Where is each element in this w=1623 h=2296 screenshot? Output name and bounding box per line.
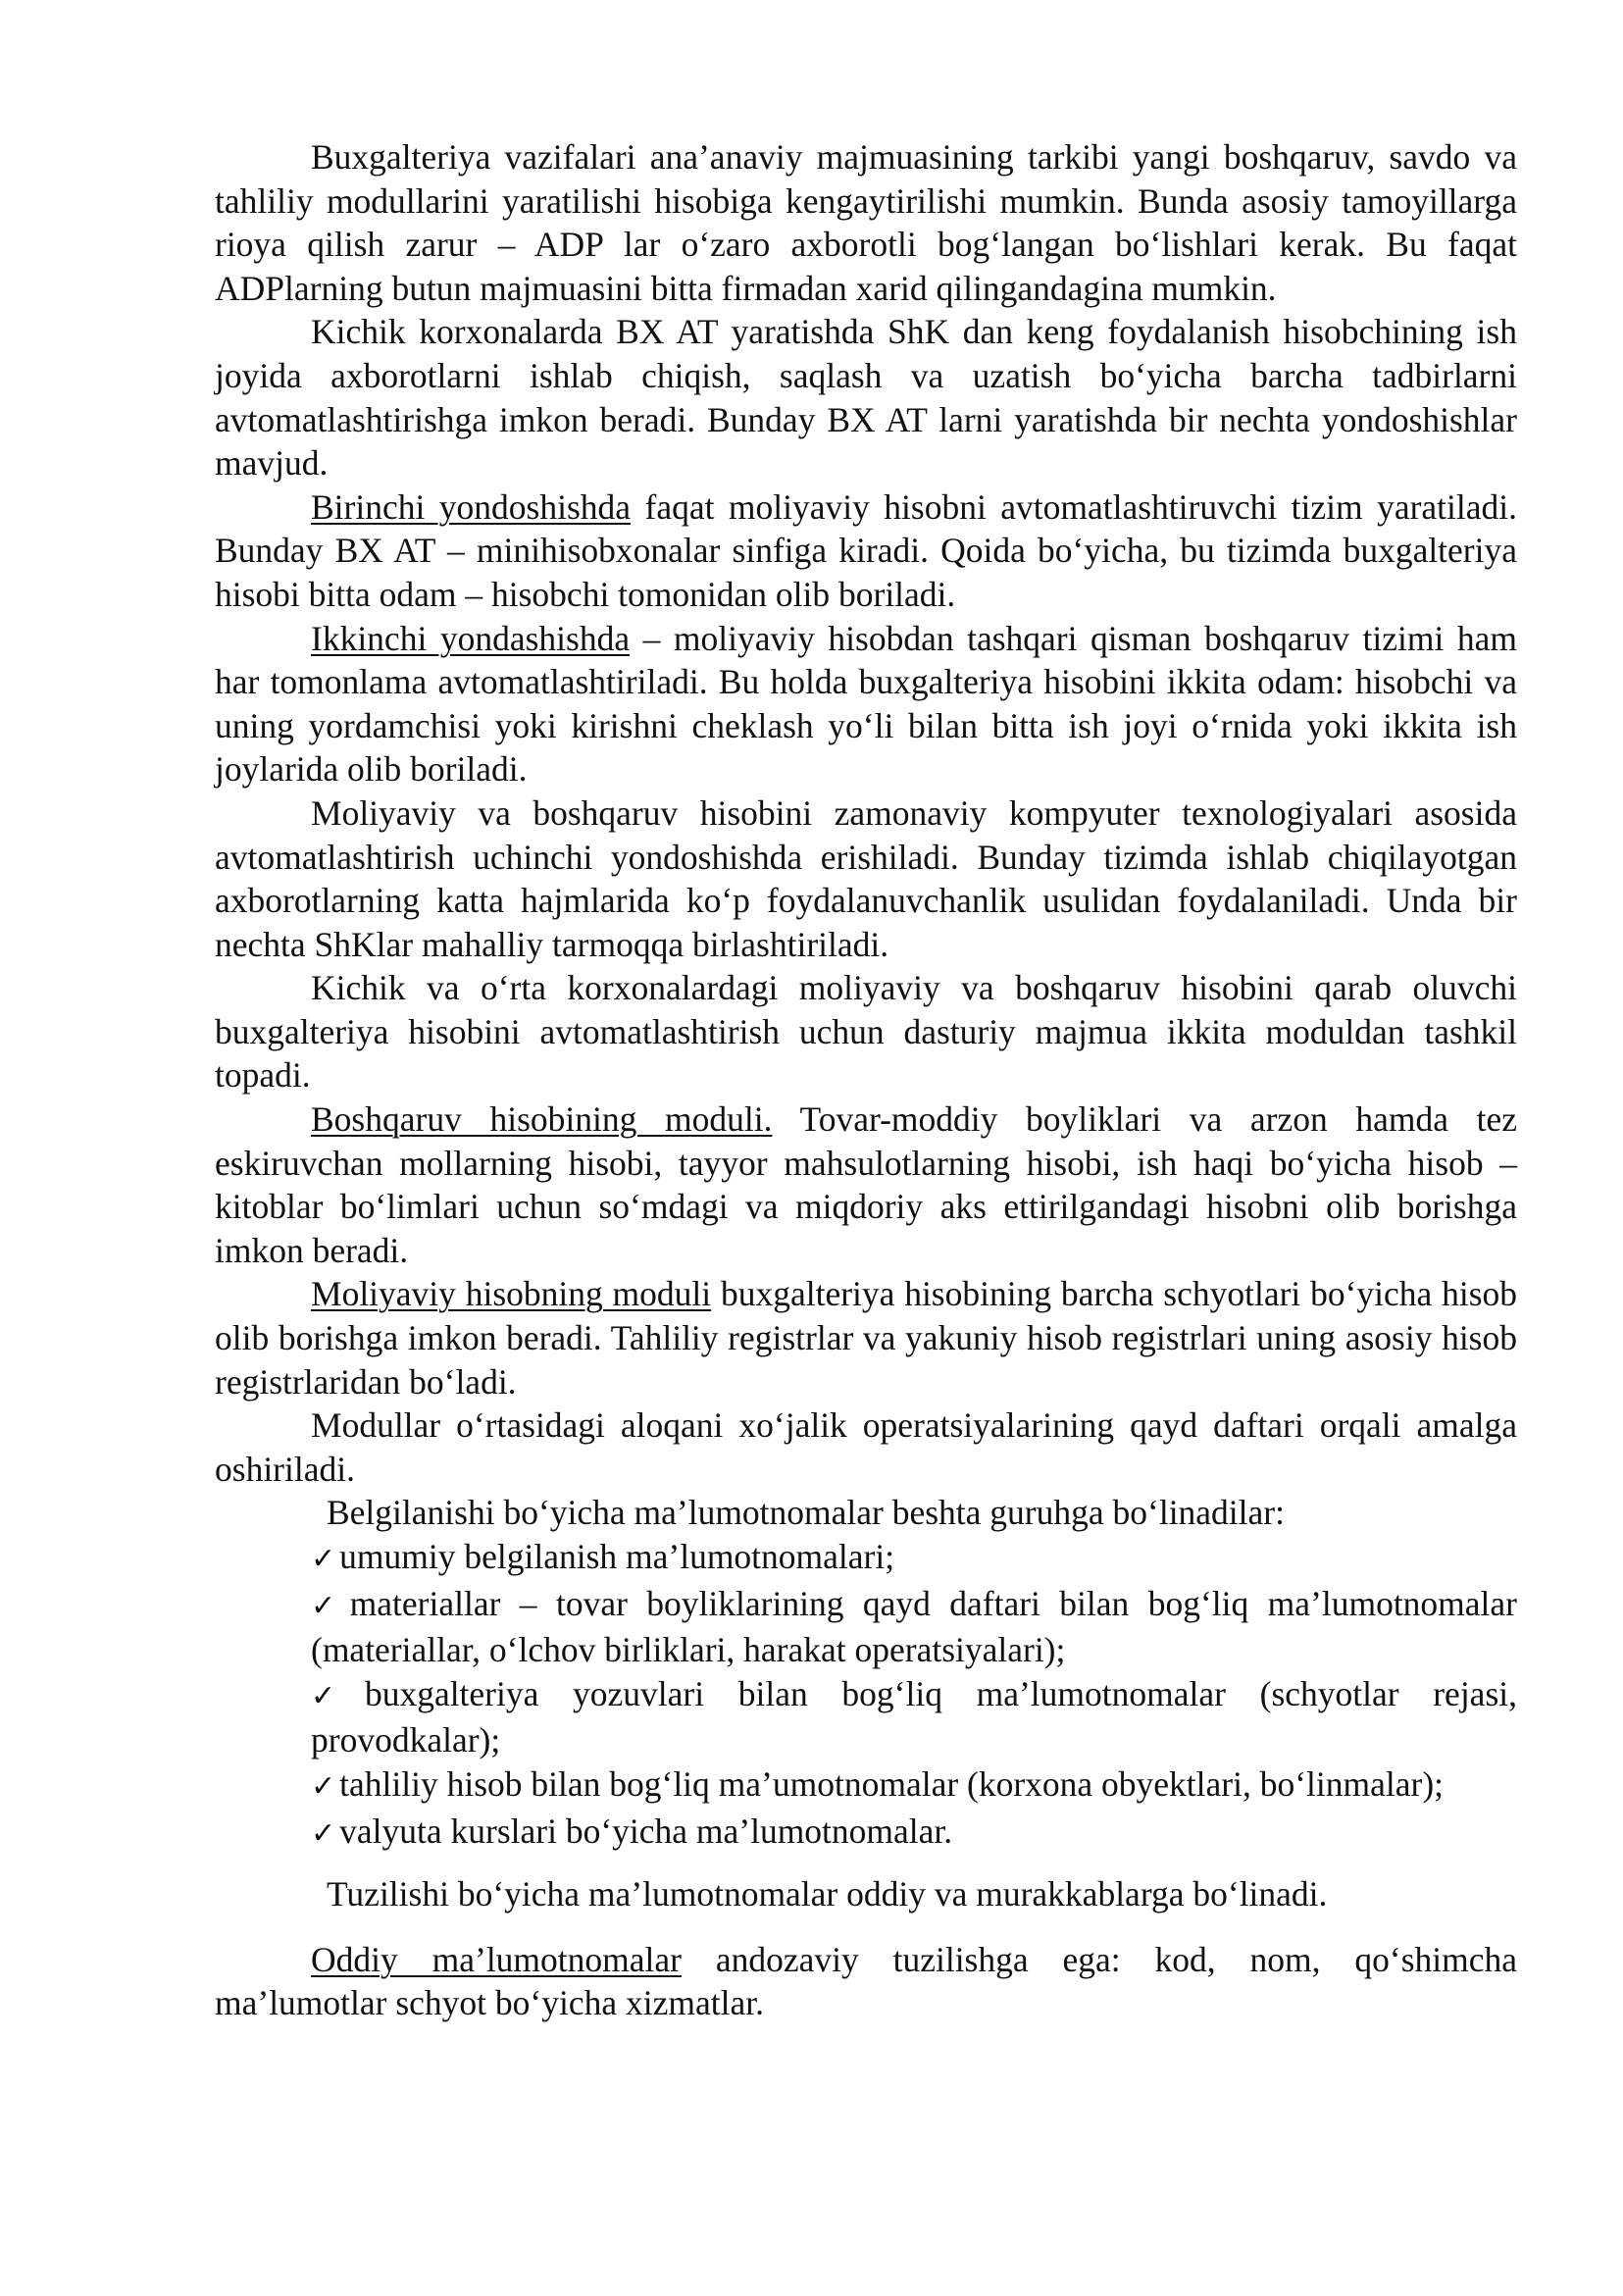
paragraph-6 xyxy=(215,966,1517,1097)
list-item-text: umumiy belgilanish ma’lumotnomalari; xyxy=(339,1537,895,1576)
paragraph-7-text: Tovar-moddiy boyliklari va arzon hamda tez eskiruvchan mollarning hisobi, tayyor mahsulotlarning hisobi, ish haqi bo‘yicha hisob –kitoblar bo‘limlari uchun so‘mdagi va miqdoriy aks ettirilgandagi hisobni olib borishga imkon beradi. xyxy=(215,1099,1517,1270)
list-item-text: tahliliy hisob bilan bog‘liq ma’umotnomalar (korxona obyektlari, bo‘linmalar); xyxy=(339,1763,1445,1804)
paragraph-3-text: faqat moliyaviy hisobni avtomatlashtiruvchi tizim yaratiladi. Bunday BX AT – minihisobxonalar sinfiga kiradi. Qoida bo‘yicha, bu tizimda buxgalteriya hisobi bitta odam – hisobchi tomonidan olib boriladi. xyxy=(215,486,1517,614)
paragraph-2-text: Kichik korxonalarda BX AT yaratishda ShK dan keng foydalanish hisobchining ish joyida axborotlarni ishlab chiqish, saqlash va uzatish bo‘yicha barcha tadbirlarni avtomatlashtirishga imkon beradi. Bunday BX AT larni yaratishda bir nechta yondoshishlar mavjud. xyxy=(215,312,1517,484)
list-item-text: valyuta kurslari bo‘yicha ma’lumotnomalar. xyxy=(339,1811,953,1851)
paragraph-4 xyxy=(215,617,1517,791)
final-paragraph xyxy=(215,1938,1517,2025)
final-paragraph-underlined: Oddiy ma’lumotnomalar xyxy=(311,1939,682,1979)
list-item xyxy=(311,1535,1517,1582)
paragraph-7-underlined: Boshqaruv hisobining moduli. xyxy=(311,1099,773,1140)
paragraph-9 xyxy=(215,1403,1517,1491)
checklist xyxy=(215,1535,1517,1856)
check-icon: ✓ xyxy=(311,1588,346,1623)
check-icon: ✓ xyxy=(311,1815,336,1851)
paragraph-5-text: Moliyaviy va boshqaruv hisobini zamonaviy kompyuter texnologiyalari asosida avtomatlashtirish uchinchi yondoshishda erishiladi. Bunday tizimda ishlab chiqilayotgan axborotlarning katta hajmlarida ko‘p foydalanuvchanlik usulidan foydalaniladi. Unda bir nechta ShKlar mahalliy tarmoqqa birlashtiriladi. xyxy=(215,792,1517,964)
paragraph-6-text: Kichik va o‘rta korxonalardagi moliyaviy va boshqaruv hisobini qarab oluvchi buxgalteriya hisobini avtomatlashtirish uchun dasturiy majmua ikkita moduldan tashkil topadi. xyxy=(215,968,1517,1096)
paragraph-8-underlined: Moliyaviy hisobning moduli xyxy=(311,1274,712,1314)
paragraph-7 xyxy=(215,1097,1517,1272)
check-icon: ✓ xyxy=(311,1542,336,1576)
document-page xyxy=(215,135,1517,2025)
paragraph-8 xyxy=(215,1272,1517,1403)
list-intro: Belgilanishi bo‘yicha ma’lumotnomalar beshta guruhga bo‘linadilar: xyxy=(327,1493,1285,1533)
paragraph-9-text: Modullar o‘rtasidagi aloqani xo‘jalik operatsiyalarining qayd daftari orqali amalga oshiriladi. xyxy=(215,1405,1517,1489)
list-item xyxy=(311,1762,1517,1810)
check-icon: ✓ xyxy=(311,1768,336,1804)
list-item xyxy=(311,1582,1517,1672)
paragraph-8-text: buxgalteriya hisobining barcha schyotlari bo‘yicha hisob olib borishga imkon beradi. Tahliliy registrlar va yakuniy hisob registrlari uning asosiy hisob registrlaridan bo‘ladi. xyxy=(215,1274,1518,1402)
list-item xyxy=(311,1672,1517,1762)
paragraph-1 xyxy=(215,135,1517,310)
paragraph-3-underlined: Birinchi yondoshishda xyxy=(311,486,632,527)
check-icon: ✓ xyxy=(311,1678,361,1713)
list-item-text: buxgalteriya yozuvlari bilan bog‘liq ma’lumotnomalar (schyotlar rejasi, provodkalar); xyxy=(311,1673,1517,1760)
list-item xyxy=(311,1810,1517,1857)
structure-sentence: Tuzilishi bo‘yicha ma’lumotnomalar oddiy va murakkablarga bo‘linadi. xyxy=(327,1874,1328,1914)
paragraph-1-text: Buxgalteriya vazifalari ana’anaviy majmuasining tarkibi yangi boshqaruv, savdo va tahliliy modullarini yaratilishi hisobiga kengaytirilishi mumkin. Bunda asosiy tamoyillarga rioya qilish zarur – ADP lar o‘zaro axborotli bog‘langan bo‘lishlari kerak. Bu faqat ADPlarning butun majmuasini bitta firmadan xarid qilingandagina mumkin. xyxy=(215,137,1517,308)
paragraph-5 xyxy=(215,791,1517,966)
final-paragraph-text: andozaviy tuzilishga ega: kod, nom, qo‘shimcha ma’lumotlar schyot bo‘yicha xizmatlar. xyxy=(215,1939,1517,2023)
paragraph-4-underlined: Ikkinchi yondashishda xyxy=(311,618,631,658)
list-item-text: materiallar – tovar boyliklarining qayd daftari bilan bog‘liq ma’lumotnomalar (materiallar, o‘lchov birliklari, harakat operatsiyalari); xyxy=(311,1583,1517,1670)
paragraph-3 xyxy=(215,485,1517,617)
paragraph-4-text: – moliyaviy hisobdan tashqari qisman boshqaruv tizimi ham har tomonlama avtomatlashtiriladi. Bu holda buxgalteriya hisobini ikkita odam: hisobchi va uning yordamchisi yoki kirishni cheklash yo‘li bilan bitta ish joyi o‘rnida yoki ikkita ish joylarida olib boriladi. xyxy=(215,618,1517,790)
paragraph-2 xyxy=(215,310,1517,485)
